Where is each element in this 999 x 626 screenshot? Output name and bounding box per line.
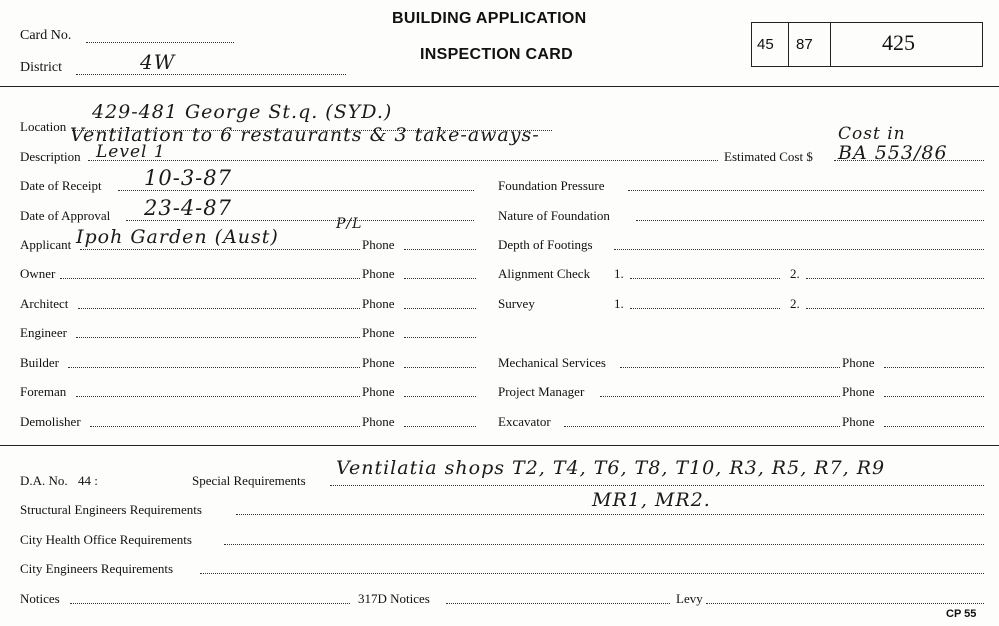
date-of-approval-value: 23-4-87	[144, 196, 232, 220]
mechanical-services-dotline	[620, 367, 840, 368]
notices-317d-dotline	[446, 603, 670, 604]
engineer-phone-label: Phone	[362, 325, 395, 340]
date-of-approval-dotline	[126, 220, 474, 221]
cost-value: BA 553/86	[838, 142, 948, 164]
builder-label: Builder	[20, 355, 59, 370]
excavator-dotline	[564, 426, 840, 427]
description-line2: Level 1	[96, 142, 166, 162]
excavator-label: Excavator	[498, 414, 551, 429]
district-label: District	[20, 60, 62, 75]
alignment-check-item2: 2.	[790, 266, 800, 281]
da-no-label: D.A. No.	[20, 473, 68, 488]
survey-label: Survey	[498, 296, 535, 311]
applicant-value: Ipoh Garden (Aust)	[76, 226, 279, 248]
card-number-box	[751, 22, 983, 67]
description-dotline	[88, 160, 718, 161]
mechanical-services-label: Mechanical Services	[498, 355, 606, 370]
notices-dotline	[70, 603, 350, 604]
special-requirements-value: Ventilatia shops T2, T4, T6, T8, T10, R3, R5, R7, R9	[336, 457, 886, 479]
excavator-phone-dotline	[884, 426, 984, 427]
form-code: CP 55	[946, 608, 977, 620]
project-manager-label: Project Manager	[498, 384, 585, 399]
date-of-receipt-dotline	[118, 190, 474, 191]
builder-phone-label: Phone	[362, 355, 395, 370]
alignment-check-dotline2	[806, 278, 984, 279]
title-line2: INSPECTION CARD	[420, 46, 573, 63]
city-engineers-label: City Engineers Requirements	[20, 561, 174, 576]
depth-of-footings-dotline	[614, 249, 984, 250]
builder-phone-dotline	[404, 367, 476, 368]
mechanical-services-phone-dotline	[884, 367, 984, 368]
description-line1: Ventilation to 6 restaurants & 3 take-aways-	[70, 124, 540, 146]
architect-phone-dotline	[404, 308, 476, 309]
owner-phone-label: Phone	[362, 266, 395, 281]
city-engineers-dotline	[200, 573, 984, 574]
foreman-dotline	[76, 396, 360, 397]
foundation-pressure-label: Foundation Pressure	[498, 178, 605, 193]
nature-of-foundation-dotline	[636, 220, 984, 221]
demolisher-phone-dotline	[404, 426, 476, 427]
special-requirements-label: Special Requirements	[192, 473, 306, 488]
box-divider-2	[830, 22, 831, 67]
city-health-dotline	[224, 544, 984, 545]
date-of-approval-label: Date of Approval	[20, 208, 111, 223]
alignment-check-item1: 1.	[614, 266, 624, 281]
alignment-check-dotline1	[630, 278, 780, 279]
cost-note: Cost in	[838, 124, 906, 144]
description-label: Description	[20, 149, 81, 164]
date-of-receipt-value: 10-3-87	[144, 166, 232, 190]
mechanical-services-phone-label: Phone	[842, 355, 875, 370]
owner-phone-dotline	[404, 278, 476, 279]
section-rule	[0, 445, 999, 446]
architect-dotline	[78, 308, 360, 309]
applicant-label: Applicant	[20, 237, 72, 252]
engineer-label: Engineer	[20, 325, 67, 340]
date-of-receipt-label: Date of Receipt	[20, 178, 102, 193]
demolisher-dotline	[90, 426, 360, 427]
architect-label: Architect	[20, 296, 69, 311]
levy-dotline	[706, 603, 984, 604]
alignment-check-label: Alignment Check	[498, 266, 591, 281]
location-value: 429-481 George St.q. (SYD.)	[92, 101, 393, 123]
city-health-label: City Health Office Requirements	[20, 532, 192, 547]
depth-of-footings-label: Depth of Footings	[498, 237, 593, 252]
demolisher-phone-label: Phone	[362, 414, 395, 429]
survey-dotline2	[806, 308, 984, 309]
structural-engineers-dotline	[236, 514, 984, 515]
builder-dotline	[68, 367, 360, 368]
location-label: Location	[20, 119, 67, 134]
applicant-suffix: P/L	[336, 216, 363, 232]
estimated-cost-label: Estimated Cost $	[724, 149, 813, 164]
survey-item1: 1.	[614, 296, 624, 311]
foreman-phone-dotline	[404, 396, 476, 397]
district-dotline	[76, 74, 346, 75]
survey-dotline1	[630, 308, 780, 309]
notices-317d-label: 317D Notices	[358, 591, 430, 606]
project-manager-dotline	[600, 396, 840, 397]
project-manager-phone-label: Phone	[842, 384, 875, 399]
architect-phone-label: Phone	[362, 296, 395, 311]
owner-dotline	[60, 278, 360, 279]
survey-item2: 2.	[790, 296, 800, 311]
project-manager-phone-dotline	[884, 396, 984, 397]
owner-label: Owner	[20, 266, 56, 281]
district-value: 4W	[140, 50, 176, 74]
box-87: 87	[796, 36, 813, 53]
card-no-label: Card No.	[20, 28, 72, 43]
special-requirements-line2: MR1, MR2.	[592, 489, 711, 511]
box-divider-1	[788, 22, 789, 67]
box-45: 45	[757, 36, 774, 53]
header-rule	[0, 86, 999, 87]
foreman-label: Foreman	[20, 384, 67, 399]
excavator-phone-label: Phone	[842, 414, 875, 429]
nature-of-foundation-label: Nature of Foundation	[498, 208, 610, 223]
card-no-dotline	[86, 42, 234, 43]
demolisher-label: Demolisher	[20, 414, 81, 429]
foreman-phone-label: Phone	[362, 384, 395, 399]
engineer-dotline	[76, 337, 360, 338]
title-line1: BUILDING APPLICATION	[392, 10, 587, 27]
applicant-phone-label: Phone	[362, 237, 395, 252]
box-425: 425	[882, 30, 915, 55]
special-requirements-dotline	[330, 485, 984, 486]
structural-engineers-label: Structural Engineers Requirements	[20, 502, 202, 517]
applicant-phone-dotline	[404, 249, 476, 250]
applicant-dotline	[80, 249, 360, 250]
levy-label: Levy	[676, 591, 703, 606]
da-no-value: 44 :	[78, 473, 98, 488]
notices-label: Notices	[20, 591, 60, 606]
foundation-pressure-dotline	[628, 190, 984, 191]
engineer-phone-dotline	[404, 337, 476, 338]
